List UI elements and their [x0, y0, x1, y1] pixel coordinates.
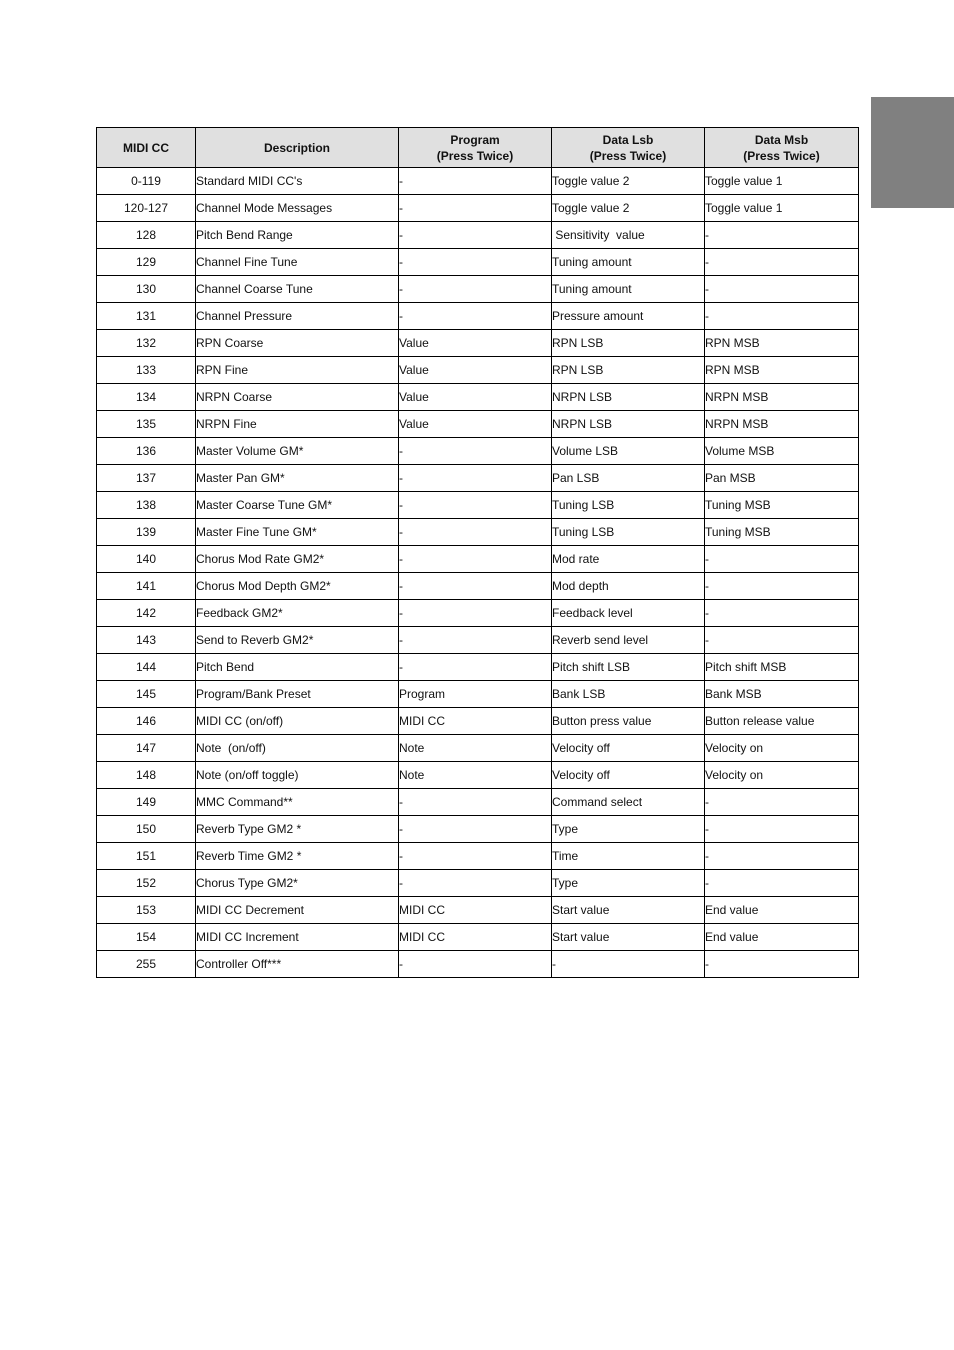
table-row — [97, 465, 859, 492]
cell-program: - — [399, 654, 552, 681]
cell-midi-cc: 147 — [97, 735, 196, 762]
cell-midi-cc: 149 — [97, 789, 196, 816]
table-row — [97, 222, 859, 249]
cell-data-lsb: Bank LSB — [552, 681, 705, 708]
cell-program: - — [399, 303, 552, 330]
cell-description: RPN Fine — [196, 357, 399, 384]
cell-data-lsb: Velocity off — [552, 762, 705, 789]
cell-program: - — [399, 573, 552, 600]
cell-program: - — [399, 195, 552, 222]
cell-description: Note (on/off) — [196, 735, 399, 762]
cell-description: Channel Pressure — [196, 303, 399, 330]
cell-program: - — [399, 249, 552, 276]
cell-data-msb: - — [705, 627, 859, 654]
cell-data-lsb: Tuning LSB — [552, 519, 705, 546]
cell-program: - — [399, 168, 552, 195]
cell-midi-cc: 120-127 — [97, 195, 196, 222]
cell-data-lsb: Tuning amount — [552, 249, 705, 276]
cell-data-msb: - — [705, 303, 859, 330]
cell-description: Master Volume GM* — [196, 438, 399, 465]
table-row — [97, 438, 859, 465]
cell-midi-cc: 152 — [97, 870, 196, 897]
table-row — [97, 357, 859, 384]
cell-description: Chorus Type GM2* — [196, 870, 399, 897]
table-body — [97, 168, 859, 978]
midi-cc-table — [96, 127, 859, 978]
table-row — [97, 600, 859, 627]
cell-data-msb: - — [705, 870, 859, 897]
cell-midi-cc: 137 — [97, 465, 196, 492]
cell-description: Chorus Mod Rate GM2* — [196, 546, 399, 573]
table-row — [97, 249, 859, 276]
cell-program: Value — [399, 411, 552, 438]
cell-program: - — [399, 627, 552, 654]
cell-description: MIDI CC (on/off) — [196, 708, 399, 735]
cell-midi-cc: 141 — [97, 573, 196, 600]
cell-description: Send to Reverb GM2* — [196, 627, 399, 654]
cell-program: - — [399, 951, 552, 978]
cell-program: Value — [399, 330, 552, 357]
cell-midi-cc: 139 — [97, 519, 196, 546]
cell-data-msb: Toggle value 1 — [705, 168, 859, 195]
cell-program: Program — [399, 681, 552, 708]
cell-data-msb: RPN MSB — [705, 330, 859, 357]
cell-data-msb: - — [705, 249, 859, 276]
cell-midi-cc: 140 — [97, 546, 196, 573]
table-row — [97, 546, 859, 573]
header-row — [97, 128, 859, 168]
header-midi-cc: MIDI CC — [97, 128, 196, 168]
cell-data-lsb: Command select — [552, 789, 705, 816]
table-row — [97, 330, 859, 357]
cell-data-lsb: Start value — [552, 924, 705, 951]
table-row — [97, 843, 859, 870]
cell-description: Pitch Bend Range — [196, 222, 399, 249]
table-row — [97, 573, 859, 600]
cell-description: MIDI CC Decrement — [196, 897, 399, 924]
table-row — [97, 168, 859, 195]
cell-data-msb: End value — [705, 924, 859, 951]
table-row — [97, 816, 859, 843]
cell-midi-cc: 134 — [97, 384, 196, 411]
cell-program: - — [399, 465, 552, 492]
cell-data-msb: Bank MSB — [705, 681, 859, 708]
cell-midi-cc: 133 — [97, 357, 196, 384]
cell-data-lsb: Start value — [552, 897, 705, 924]
header-program-line1: Program — [450, 132, 500, 147]
cell-data-lsb: Reverb send level — [552, 627, 705, 654]
cell-data-msb: Tuning MSB — [705, 492, 859, 519]
cell-program: MIDI CC — [399, 897, 552, 924]
cell-data-msb: Velocity on — [705, 762, 859, 789]
cell-data-lsb: NRPN LSB — [552, 411, 705, 438]
cell-description: Note (on/off toggle) — [196, 762, 399, 789]
cell-data-lsb: Toggle value 2 — [552, 195, 705, 222]
cell-data-msb: - — [705, 816, 859, 843]
cell-description: MIDI CC Increment — [196, 924, 399, 951]
cell-data-lsb: NRPN LSB — [552, 384, 705, 411]
cell-data-msb: Pitch shift MSB — [705, 654, 859, 681]
cell-program: MIDI CC — [399, 708, 552, 735]
cell-description: Reverb Time GM2 * — [196, 843, 399, 870]
cell-description: Channel Coarse Tune — [196, 276, 399, 303]
table-row — [97, 735, 859, 762]
cell-data-msb: - — [705, 843, 859, 870]
cell-midi-cc: 148 — [97, 762, 196, 789]
cell-program: - — [399, 843, 552, 870]
cell-program: - — [399, 870, 552, 897]
cell-midi-cc: 136 — [97, 438, 196, 465]
cell-data-msb: Tuning MSB — [705, 519, 859, 546]
cell-midi-cc: 138 — [97, 492, 196, 519]
header-program — [399, 128, 552, 168]
cell-midi-cc: 129 — [97, 249, 196, 276]
cell-data-msb: - — [705, 573, 859, 600]
cell-description: NRPN Coarse — [196, 384, 399, 411]
cell-midi-cc: 142 — [97, 600, 196, 627]
cell-description: Feedback GM2* — [196, 600, 399, 627]
cell-data-lsb: Tuning LSB — [552, 492, 705, 519]
cell-program: - — [399, 546, 552, 573]
cell-description: Standard MIDI CC's — [196, 168, 399, 195]
cell-program: - — [399, 492, 552, 519]
cell-description: Reverb Type GM2 * — [196, 816, 399, 843]
table-row — [97, 654, 859, 681]
cell-data-lsb: Volume LSB — [552, 438, 705, 465]
header-data-lsb-line1: Data Lsb — [602, 132, 654, 147]
cell-description: Channel Fine Tune — [196, 249, 399, 276]
cell-data-lsb: Time — [552, 843, 705, 870]
cell-data-lsb: Mod depth — [552, 573, 705, 600]
cell-midi-cc: 0-119 — [97, 168, 196, 195]
cell-program: Value — [399, 357, 552, 384]
cell-data-lsb: Type — [552, 870, 705, 897]
cell-midi-cc: 154 — [97, 924, 196, 951]
header-program-line2: (Press Twice) — [436, 148, 514, 163]
cell-midi-cc: 146 — [97, 708, 196, 735]
cell-description: Chorus Mod Depth GM2* — [196, 573, 399, 600]
cell-data-msb: - — [705, 222, 859, 249]
cell-data-lsb: Tuning amount — [552, 276, 705, 303]
cell-description: Program/Bank Preset — [196, 681, 399, 708]
cell-data-msb: - — [705, 951, 859, 978]
cell-data-lsb: RPN LSB — [552, 330, 705, 357]
table-row — [97, 492, 859, 519]
cell-data-msb: - — [705, 546, 859, 573]
cell-data-lsb: Pitch shift LSB — [552, 654, 705, 681]
cell-data-lsb: Type — [552, 816, 705, 843]
cell-data-msb: Button release value — [705, 708, 859, 735]
cell-description: Channel Mode Messages — [196, 195, 399, 222]
table-row — [97, 384, 859, 411]
cell-data-lsb: - — [552, 951, 705, 978]
table-row — [97, 924, 859, 951]
table-row — [97, 870, 859, 897]
table-row — [97, 276, 859, 303]
cell-description: Master Coarse Tune GM* — [196, 492, 399, 519]
section-tab — [871, 97, 954, 208]
cell-description: Controller Off*** — [196, 951, 399, 978]
cell-data-msb: RPN MSB — [705, 357, 859, 384]
cell-description: NRPN Fine — [196, 411, 399, 438]
table-row — [97, 519, 859, 546]
cell-program: MIDI CC — [399, 924, 552, 951]
cell-data-lsb: Toggle value 2 — [552, 168, 705, 195]
header-description: Description — [196, 128, 399, 168]
cell-description: RPN Coarse — [196, 330, 399, 357]
cell-data-lsb: Velocity off — [552, 735, 705, 762]
cell-description: Pitch Bend — [196, 654, 399, 681]
cell-description: MMC Command** — [196, 789, 399, 816]
table-row — [97, 681, 859, 708]
header-data-msb-line2: (Press Twice) — [743, 148, 820, 163]
cell-data-msb: NRPN MSB — [705, 411, 859, 438]
cell-midi-cc: 130 — [97, 276, 196, 303]
cell-program: - — [399, 789, 552, 816]
header-data-lsb — [552, 128, 705, 168]
table-row — [97, 411, 859, 438]
cell-program: Value — [399, 384, 552, 411]
cell-data-lsb: Pan LSB — [552, 465, 705, 492]
cell-program: - — [399, 438, 552, 465]
cell-data-lsb: RPN LSB — [552, 357, 705, 384]
table-row — [97, 627, 859, 654]
cell-program: Note — [399, 762, 552, 789]
cell-midi-cc: 143 — [97, 627, 196, 654]
cell-program: - — [399, 222, 552, 249]
table-row — [97, 789, 859, 816]
cell-program: Note — [399, 735, 552, 762]
cell-midi-cc: 128 — [97, 222, 196, 249]
table-row — [97, 951, 859, 978]
cell-program: - — [399, 519, 552, 546]
header-data-msb — [705, 128, 859, 168]
cell-midi-cc: 145 — [97, 681, 196, 708]
cell-data-lsb: Pressure amount — [552, 303, 705, 330]
cell-data-msb: - — [705, 276, 859, 303]
cell-midi-cc: 131 — [97, 303, 196, 330]
cell-description: Master Fine Tune GM* — [196, 519, 399, 546]
cell-data-lsb: Feedback level — [552, 600, 705, 627]
cell-midi-cc: 153 — [97, 897, 196, 924]
cell-midi-cc: 255 — [97, 951, 196, 978]
cell-data-msb: - — [705, 600, 859, 627]
table-row — [97, 708, 859, 735]
cell-data-msb: Velocity on — [705, 735, 859, 762]
cell-midi-cc: 132 — [97, 330, 196, 357]
cell-data-lsb: Button press value — [552, 708, 705, 735]
cell-program: - — [399, 600, 552, 627]
cell-program: - — [399, 816, 552, 843]
cell-midi-cc: 135 — [97, 411, 196, 438]
cell-data-lsb: Mod rate — [552, 546, 705, 573]
cell-program: - — [399, 276, 552, 303]
cell-data-msb: NRPN MSB — [705, 384, 859, 411]
cell-data-msb: Volume MSB — [705, 438, 859, 465]
header-data-lsb-line2: (Press Twice) — [589, 148, 667, 163]
cell-description: Master Pan GM* — [196, 465, 399, 492]
cell-data-msb: End value — [705, 897, 859, 924]
table-row — [97, 897, 859, 924]
cell-data-msb: Pan MSB — [705, 465, 859, 492]
cell-data-msb: - — [705, 789, 859, 816]
cell-midi-cc: 150 — [97, 816, 196, 843]
table-row — [97, 762, 859, 789]
cell-midi-cc: 151 — [97, 843, 196, 870]
cell-data-lsb: Sensitivity value — [552, 222, 705, 249]
table-row — [97, 195, 859, 222]
cell-data-msb: Toggle value 1 — [705, 195, 859, 222]
table-row — [97, 303, 859, 330]
header-data-msb-line1: Data Msb — [754, 132, 809, 147]
cell-midi-cc: 144 — [97, 654, 196, 681]
